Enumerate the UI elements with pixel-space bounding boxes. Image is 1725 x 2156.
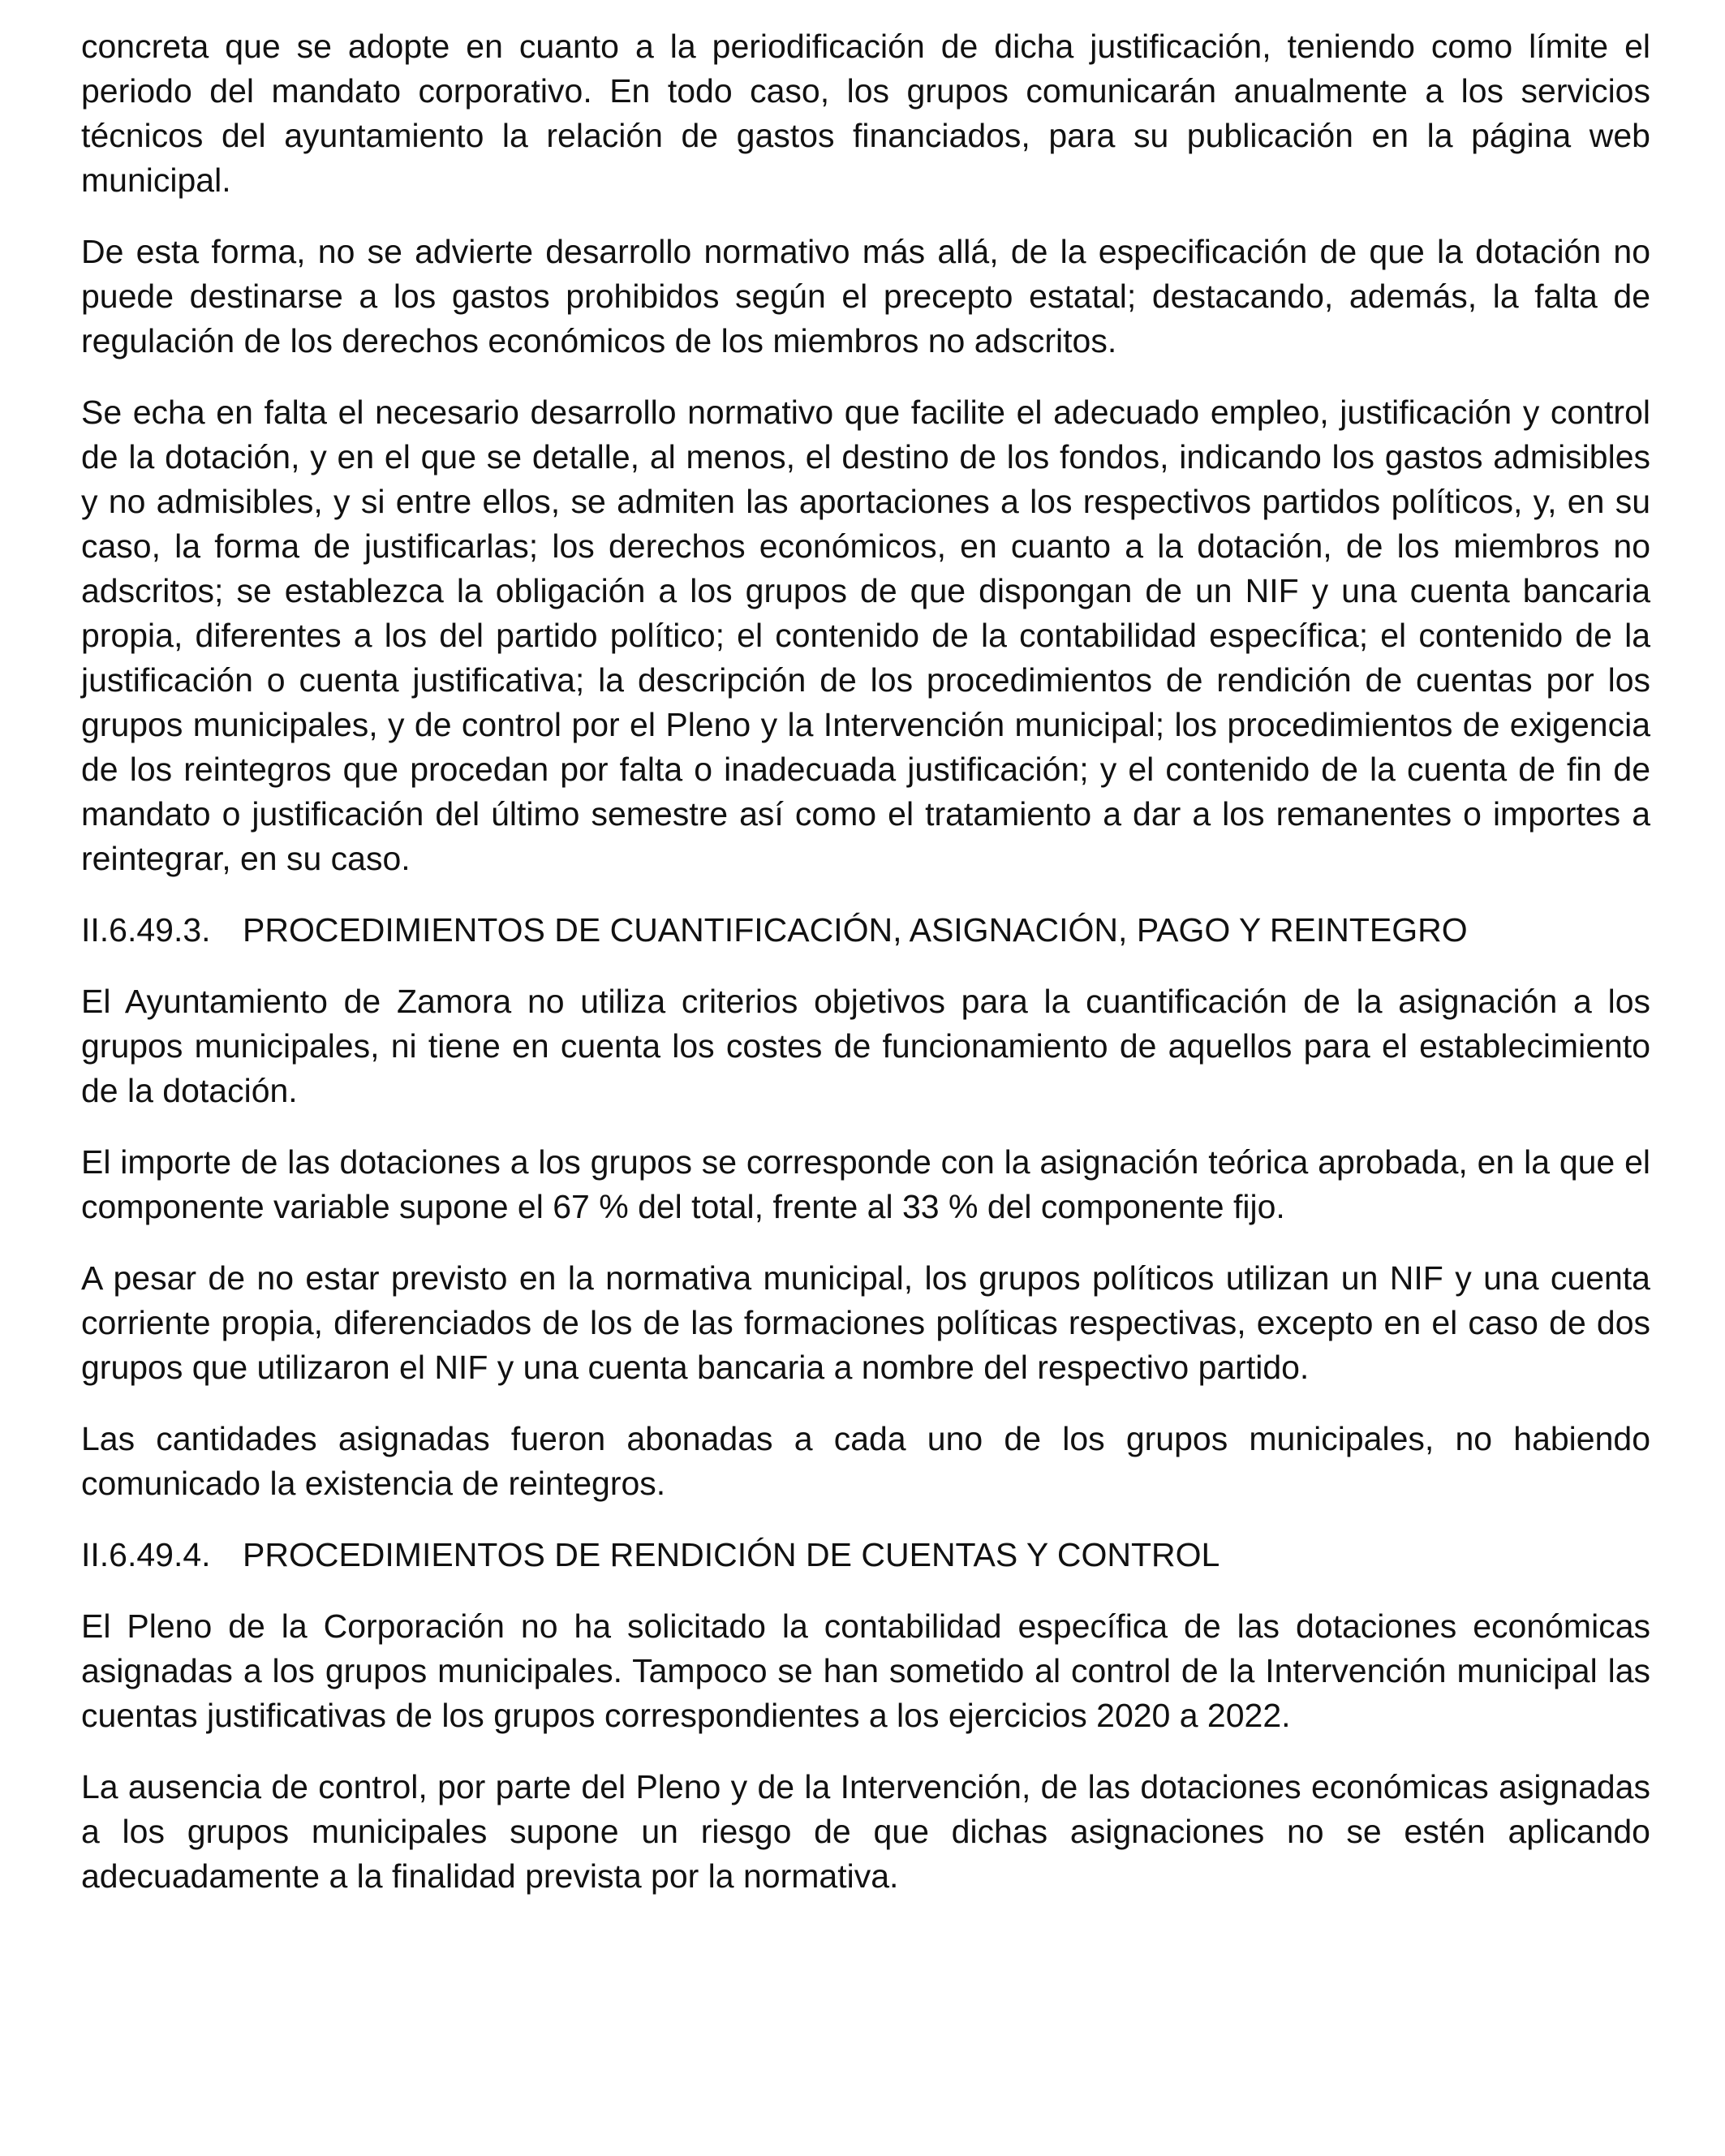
- paragraph-falta-desarrollo: Se echa en falta el necesario desarrollo normativo que facilite el adecuado empleo, justificación y control de la dotación, y en el que se detalle, al menos, el destino de los fondos, indicando los gastos admisibles y no admisibles, y si entre ellos, se admiten las aportaciones a los respectivos partidos políticos, y, en su caso, la forma de justificarlas; los derechos económicos, en cuanto a la dotación, de los miembros no adscritos; se establezca la obligación a los grupos de que dispongan de un NIF y una cuenta bancaria propia, diferentes a los del partido político; el contenido de la contabilidad específica; el contenido de la justificación o cuenta justificativa; la descripción de los procedimientos de rendición de cuentas por los grupos municipales, y de control por el Pleno y la Intervención municipal; los procedimientos de exigencia de los reintegros que procedan por falta o inadecuada justificación; y el contenido de la cuenta de fin de mandato o justificación del último semestre así como el tratamiento a dar a los remanentes o importes a reintegrar, en su caso.: [81, 394, 1650, 877]
- paragraph-pleno-contabilidad: El Pleno de la Corporación no ha solicitado la contabilidad específica de las dotaciones económicas asignadas a los grupos municipales. Tampoco se han sometido al control de la Intervención municipal las cuentas justificativas de los grupos correspondientes a los ejercicios 2020 a 2022.: [81, 1607, 1650, 1734]
- section-number: II.6.49.4.: [81, 1536, 211, 1573]
- paragraph-nif-cuenta: A pesar de no estar previsto en la normativa municipal, los grupos políticos utilizan un NIF y una cuenta corriente propia, diferenciados de los de las formaciones políticas respectivas, excepto en el caso de dos grupos que utilizaron el NIF y una cuenta bancaria a nombre del respectivo partido.: [81, 1259, 1650, 1386]
- section-heading-cuantificacion: [81, 908, 1650, 953]
- section-number: II.6.49.3.: [81, 911, 211, 949]
- paragraph-criterios-objetivos: El Ayuntamiento de Zamora no utiliza criterios objetivos para la cuantificación de la asignación a los grupos municipales, ni tiene en cuenta los costes de funcionamiento de aquellos para el establecimiento de la dotación.: [81, 983, 1650, 1109]
- paragraph-periodificacion: concreta que se adopte en cuanto a la periodificación de dicha justificación, teniendo como límite el periodo del mandato corporativo. En todo caso, los grupos comunicarán anualmente a los servicios técnicos del ayuntamiento la relación de gastos financiados, para su publicación en la página web municipal.: [81, 28, 1650, 199]
- paragraph-importe-dotaciones: El importe de las dotaciones a los grupos se corresponde con la asignación teórica aprobada, en la que el componente variable supone el 67 % del total, frente al 33 % del componente fijo.: [81, 1143, 1650, 1225]
- paragraph-cantidades-abonadas: Las cantidades asignadas fueron abonadas a cada uno de los grupos municipales, no habiendo comunicado la existencia de reintegros.: [81, 1420, 1650, 1502]
- section-heading-rendicion: [81, 1533, 1650, 1577]
- paragraph-desarrollo-normativo: De esta forma, no se advierte desarrollo normativo más allá, de la especificación de que la dotación no puede destinarse a los gastos prohibidos según el precepto estatal; destacando, además, la falta de regulación de los derechos económicos de los miembros no adscritos.: [81, 233, 1650, 359]
- paragraph-ausencia-control: La ausencia de control, por parte del Pleno y de la Intervención, de las dotaciones económicas asignadas a los grupos municipales supone un riesgo de que dichas asignaciones no se estén aplicando adecuadamente a la finalidad prevista por la normativa.: [81, 1768, 1650, 1895]
- section-title: PROCEDIMIENTOS DE CUANTIFICACIÓN, ASIGNACIÓN, PAGO Y REINTEGRO: [243, 911, 1468, 949]
- section-title: PROCEDIMIENTOS DE RENDICIÓN DE CUENTAS Y CONTROL: [243, 1536, 1220, 1573]
- document-page: [81, 24, 1650, 1926]
